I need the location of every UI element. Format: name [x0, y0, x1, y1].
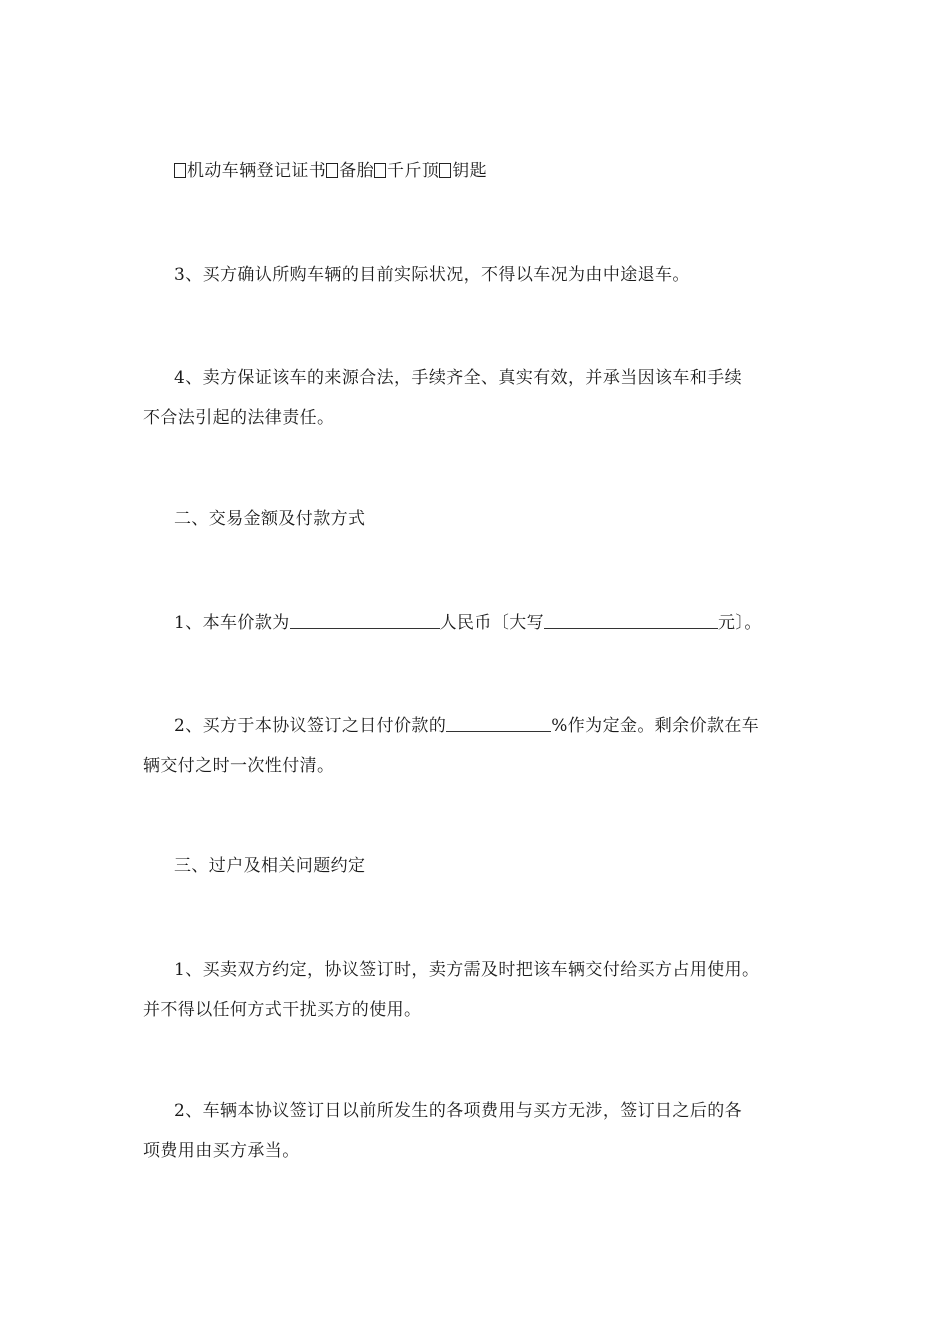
clause-3-text: 3、买方确认所购车辆的目前实际状况，不得以车况为由中途退车。 [174, 265, 690, 285]
checkbox-icon[interactable] [326, 163, 338, 178]
deposit-percent-blank-field[interactable] [446, 715, 551, 732]
price-label: 1、本车价款为 [174, 613, 290, 633]
section-3-item-2-line2: 项费用由买方承当。 [143, 1141, 300, 1161]
price-blank-field[interactable] [290, 612, 440, 629]
checklist-item: 备胎 [339, 161, 375, 181]
section-3-item-2 [143, 1091, 813, 1171]
clause-4-line1: 4、卖方保证该车的来源合法，手续齐全、真实有效，并承当因该车和手续 [174, 368, 743, 388]
price-caps-label: 人民币〔大写 [439, 613, 545, 633]
price-suffix: 元〕。 [718, 613, 762, 633]
section-2-item-2 [143, 706, 813, 786]
section-3-item-1-line1: 1、买卖双方约定，协议签订时，卖方需及时把该车辆交付给买方占用使用。 [174, 960, 760, 980]
section-3-item-2-line1: 2、车辆本协议签订日以前所发生的各项费用与买方无涉，签订日之后的各 [174, 1101, 743, 1121]
checkbox-icon[interactable] [439, 163, 451, 178]
checklist-item: 千斤顶 [387, 161, 440, 181]
checklist-item: 机动车辆登记证书 [187, 161, 327, 181]
deposit-label: 2、买方于本协议签订之日付价款的 [174, 716, 447, 736]
section-2-item-1 [143, 603, 813, 643]
section-3-item-1-line2: 并不得以任何方式干扰买方的使用。 [143, 1000, 422, 1020]
clause-4 [143, 358, 813, 438]
deposit-suffix: %作为定金。剩余价款在车 [551, 716, 760, 736]
section-3-heading [143, 846, 813, 886]
clause-4-line2: 不合法引起的法律责任。 [143, 408, 335, 428]
checkbox-icon[interactable] [374, 163, 386, 178]
price-caps-blank-field[interactable] [544, 612, 718, 629]
section-3-item-1 [143, 950, 813, 1030]
section-heading: 三、过户及相关问题约定 [174, 856, 366, 876]
section-2-heading [143, 499, 813, 539]
section-heading: 二、交易金额及付款方式 [174, 509, 366, 529]
deposit-line2: 辆交付之时一次性付清。 [143, 756, 335, 776]
checkbox-icon[interactable] [174, 163, 186, 178]
checklist-item: 钥匙 [452, 161, 488, 181]
checklist-line [143, 151, 813, 191]
clause-3 [143, 255, 813, 295]
